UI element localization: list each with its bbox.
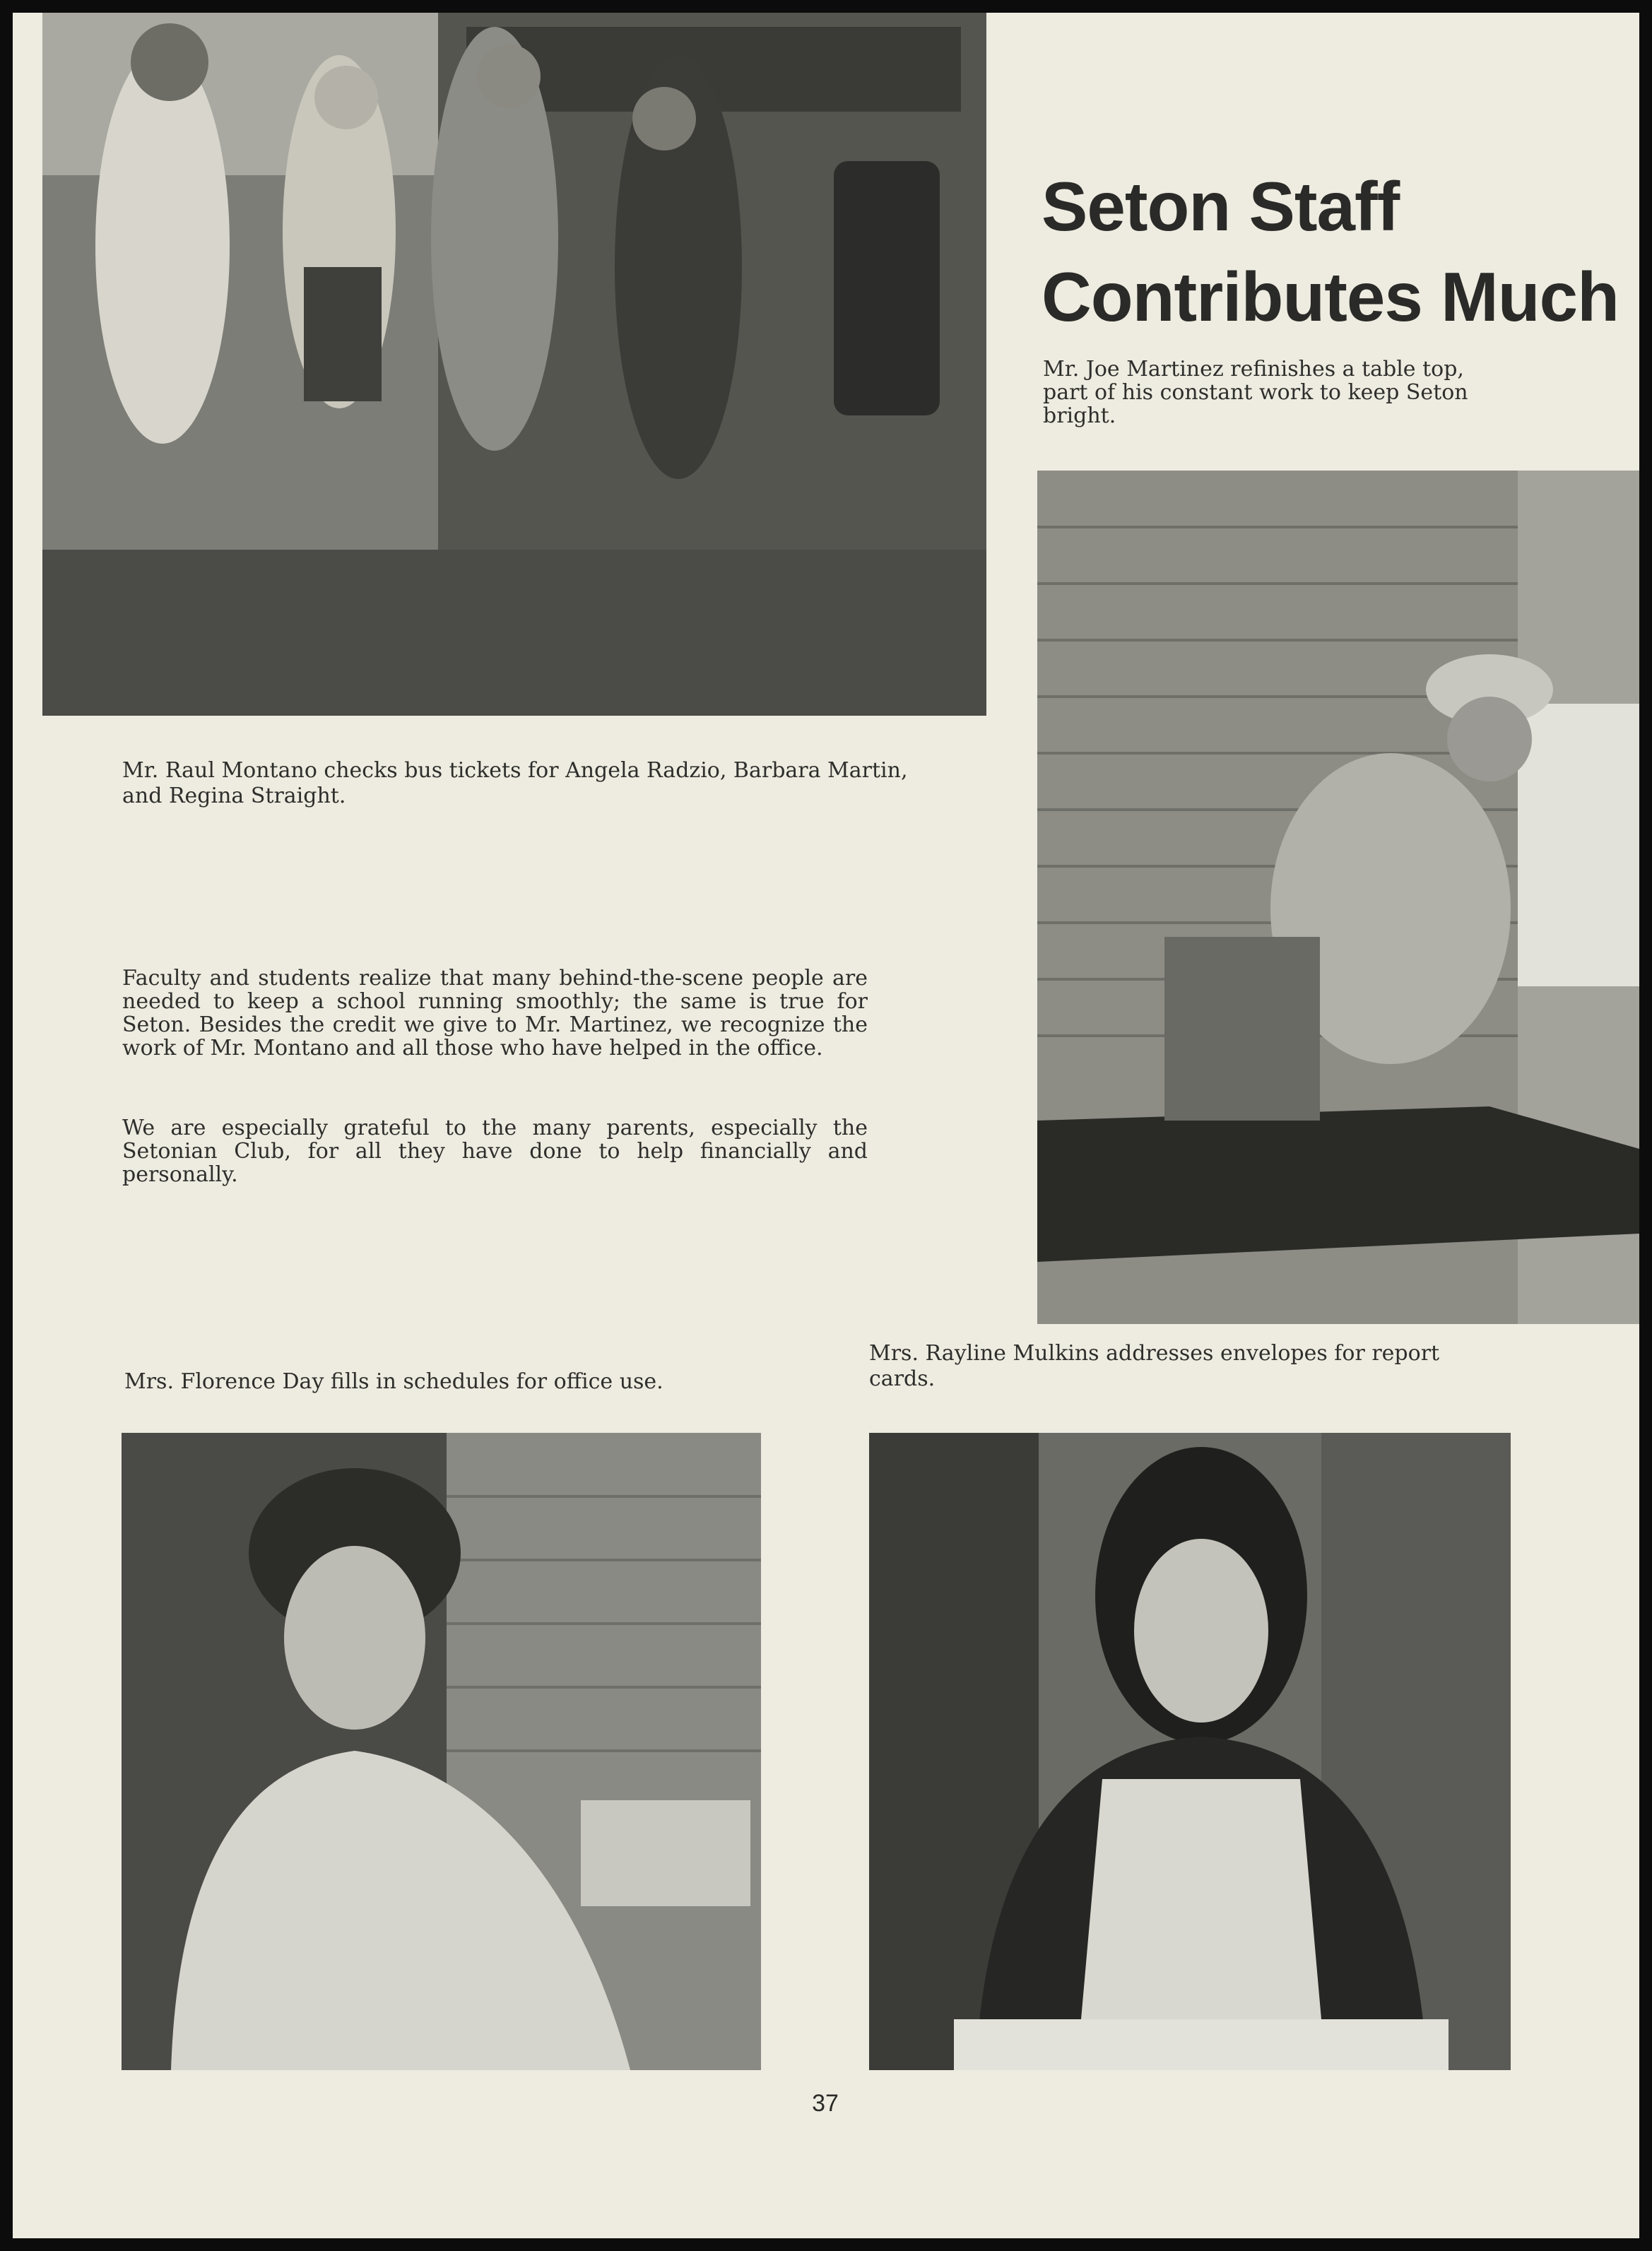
photo-florence-day-art [122,1433,761,2070]
page-title [1042,161,1628,342]
yearbook-page [13,13,1639,2238]
caption-day: Mrs. Florence Day fills in schedules for office use. [124,1369,663,1394]
page-title-line-2: Contributes Much [1042,258,1619,336]
caption-mulkins: Mrs. Rayline Mulkins addresses envelopes for report cards. [869,1341,1440,1391]
page-title-line-1: Seton Staff [1042,167,1400,245]
photo-rayline-mulkins-art [869,1433,1511,2070]
caption-montano: Mr. Raul Montano checks bus tickets for Angela Radzio, Barbara Martin, and Regina Straight. [122,758,908,808]
photo-rayline-mulkins [869,1433,1511,2070]
page-number: 37 [812,2090,839,2117]
caption-martinez: Mr. Joe Martinez refinishes a table top, part of his constant work to keep Seton bright. [1043,357,1468,428]
photo-martinez-table-art [1037,471,1639,1324]
photo-florence-day [122,1433,761,2070]
body-paragraph-1: Faculty and students realize that many behind-the-scene people are needed to keep a school running smoothly; the same is true for Seton. Besides the credit we give to Mr. Martinez, we recognize the work of Mr. Montano and all those who have helped in the office. [122,966,868,1060]
photo-bus-tickets [42,13,986,716]
body-paragraph-2: We are especially grateful to the many parents, especially the Setonian Club, for all they have done to help financially and personally. [122,1116,868,1187]
photo-martinez-table [1037,471,1639,1324]
photo-bus-tickets-art [42,13,986,716]
